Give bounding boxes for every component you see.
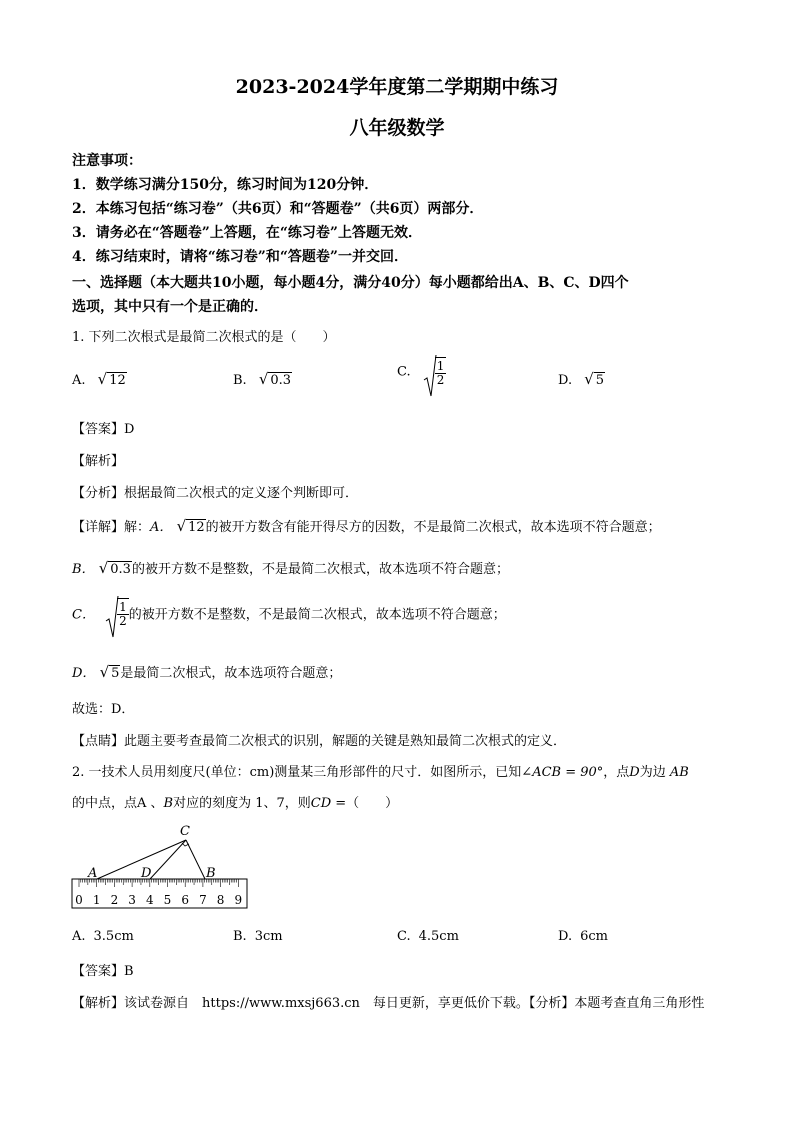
segment-dc (150, 840, 186, 879)
point-c-label: C (180, 824, 190, 839)
q2-stem-line1: 2. 一技术人员用刻度尺(单位：cm)测量某三角形部件的尺寸．如图所示，已知∠ACB = 90°，点D为边 AB (72, 765, 689, 780)
ruler-tick-labels (75, 893, 242, 907)
q1-choose: 故选：D． (72, 702, 135, 717)
ruler-tick-label: 4 (145, 893, 154, 907)
radicand: 12 (109, 373, 126, 388)
q2-answer: 【答案】B (72, 964, 134, 979)
ruler-tick-label: 7 (199, 893, 207, 907)
radicand: 5 (595, 373, 605, 388)
radical-sign-icon (105, 595, 119, 639)
q1-detail-a: 【详解】解：A． √ 12的被开方数含有能开得尽方的因数，不是最简二次根式，故本选项不符合题意； (72, 517, 661, 535)
ruler-tick-label: 3 (128, 893, 136, 907)
option-label: C. (397, 364, 411, 380)
q1-comment: 【点睛】此题主要考查最简二次根式的识别，解题的关键是熟知最简二次根式的定义． (72, 734, 567, 749)
option-label: B. (233, 373, 247, 388)
q2-analysis: 【解析】该试卷源自 https://www.mxsj663.cn 每日更新，享更低价下载。【分析】本题考查直角三角形性 (72, 996, 705, 1011)
radicand: 0.3 (270, 373, 292, 388)
ruler-tick-label: 9 (234, 893, 243, 907)
ruler-tick-label: 6 (181, 893, 190, 907)
radical-sign-icon (423, 354, 437, 398)
ruler-tick-label: 1 (92, 893, 101, 907)
q1-option-d: D. √ 5 (558, 370, 605, 388)
point-a-label: A (88, 866, 98, 881)
q2-option-c: C. 4.5cm (397, 929, 459, 944)
q1-answer: 【答案】D (72, 422, 135, 437)
q1-option-a: A. √ 12 (72, 370, 126, 388)
q1-fenxi: 【分析】根据最简二次根式的定义逐个判断即可． (72, 486, 359, 501)
q2-option-a: A. 3.5cm (72, 929, 134, 944)
note-item: 4．练习结束时，请将“练习卷”和“答题卷”一并交回． (72, 249, 408, 265)
q1-option-b: B. √ 0.3 (233, 370, 292, 388)
q1-option-c: C. $\frac{1}{2}$ (397, 357, 446, 387)
notes-heading: 注意事项： (72, 153, 142, 169)
section-heading-cont: 选项，其中只有一个是正确的． (72, 299, 268, 315)
ruler-tick-label: 0 (75, 893, 83, 907)
page-subtitle: 八年级数学 (349, 117, 445, 139)
ruler-tick-label: 2 (110, 893, 119, 907)
point-d-label: D (141, 866, 152, 881)
q2-option-d: D. 6cm (558, 929, 608, 944)
ruler-tick-label: 5 (163, 893, 172, 907)
option-label: D. (558, 373, 573, 388)
q1-stem: 1. 下列二次根式是最简二次根式的是（ ） (72, 330, 336, 345)
option-label: A. (72, 373, 86, 388)
q2-option-b: B. 3cm (233, 929, 283, 944)
ruler-tick-label: 8 (216, 893, 225, 907)
note-item: 1．数学练习满分150分，练习时间为120分钟． (72, 177, 379, 193)
q1-analysis-tag: 【解析】 (72, 454, 125, 469)
section-heading: 一、选择题（本大题共10小题，每小题4分，满分40分）每小题都给出A、B、C、D四个 (72, 275, 629, 291)
point-b-label: B (206, 866, 216, 881)
page-title: 2023-2024学年度第二学期期中练习 (235, 76, 559, 98)
q1-detail-b: B． √ 0.3的被开方数不是整数，不是最简二次根式，故本选项不符合题意； (72, 559, 509, 577)
q1-detail-d: D． √ 5是最简二次根式，故本选项符合题意； (72, 663, 342, 681)
q1-detail-c: C． $\frac{1}{2}$ 的被开方数不是整数，不是最简二次根式，故本选项不符合题意； (72, 598, 506, 628)
ruler-triangle-figure (70, 820, 252, 912)
segment-cb (186, 840, 205, 879)
note-item: 3．请务必在“答题卷”上答题，在“练习卷”上答题无效． (72, 225, 422, 241)
q2-stem-line2: 的中点，点A 、B对应的刻度为 1、7，则CD =（ ） (72, 796, 399, 811)
note-item: 2．本练习包括“练习卷”（共6页）和“答题卷”（共6页）两部分． (72, 201, 484, 217)
